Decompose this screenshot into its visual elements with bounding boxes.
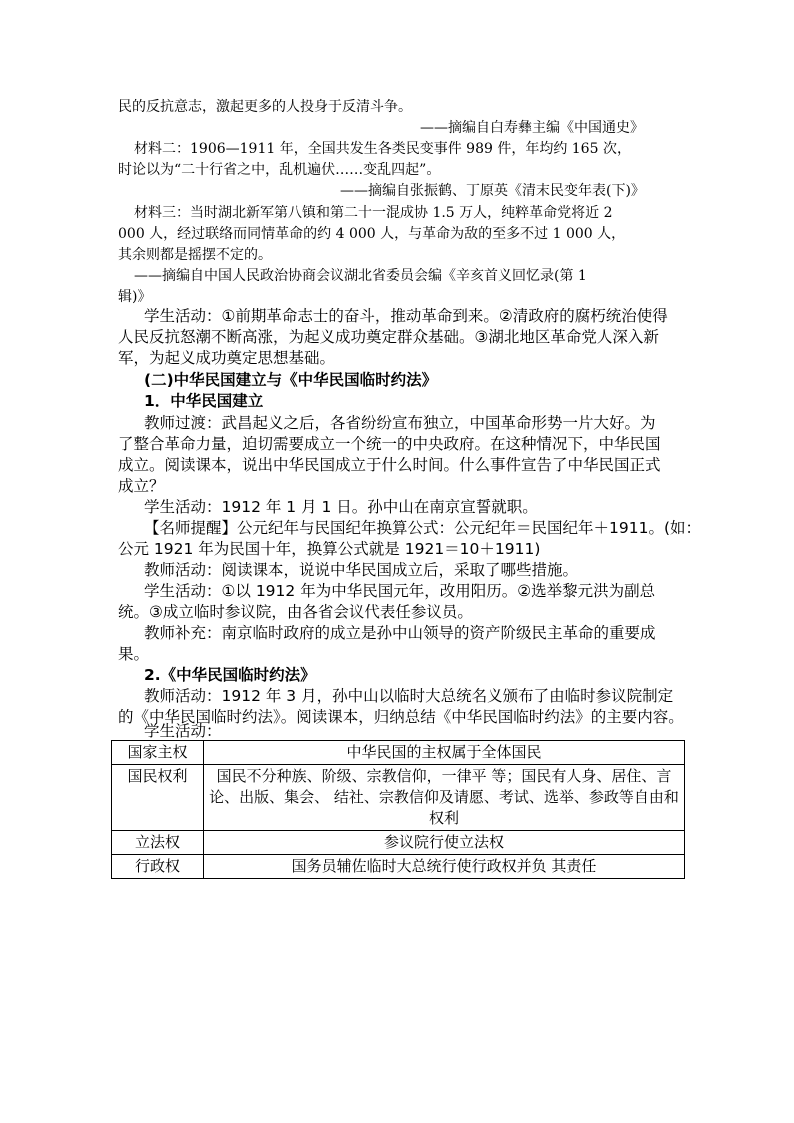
text-line: 的《中华民国临时约法》。阅读课本，归纳总结《中华民国临时约法》的主要内容。 bbox=[118, 708, 684, 726]
table-row bbox=[112, 741, 685, 765]
table-row-label: 立法权 bbox=[112, 831, 204, 855]
text-line: 学生活动：①前期革命志士的奋斗，推动革命到来。②清政府的腐朽统治使得 bbox=[144, 307, 668, 325]
citation-line: 辑)》 bbox=[118, 289, 152, 305]
text-line: 学生活动：1912 年 1 月 1 日。孙中山在南京宣誓就职。 bbox=[144, 498, 538, 516]
subsection-heading: 2.《中华民国临时约法》 bbox=[144, 666, 316, 684]
text-line: 果。 bbox=[118, 645, 150, 663]
text-line: 民的反抗意志，激起更多的人投身于反清斗争。 bbox=[118, 99, 412, 115]
text-line: 教师过渡：武昌起义之后，各省纷纷宣布独立，中国革命形势一片大好。为 bbox=[144, 414, 656, 432]
citation-line: ——摘编自中国人民政治协商会议湖北省委员会编《辛亥首义回忆录(第 1 bbox=[134, 268, 587, 284]
text-line: 人民反抗怒潮不断高涨，为起义成功奠定群众基础。③湖北地区革命党人深入新 bbox=[118, 328, 659, 346]
constitution-content-table bbox=[111, 740, 685, 879]
citation-line: ——摘编自张振鹤、丁原英《清末民变年表(下)》 bbox=[340, 183, 645, 199]
text-line: 成立。阅读课本，说出中华民国成立于什么时间。什么事件宣告了中华民国正式 bbox=[118, 456, 661, 474]
subsection-heading: 1．中华民国建立 bbox=[144, 392, 264, 410]
table-row-label: 国家主权 bbox=[112, 741, 204, 765]
text-line: 其余则都是摇摆不定的。 bbox=[118, 247, 272, 263]
table-row-content: 参议院行使立法权 bbox=[204, 831, 685, 855]
table-row-label: 国民权利 bbox=[112, 765, 204, 831]
text-line: 材料三：当时湖北新军第八镇和第二十一混成协 1.5 万人，纯粹革命党将近 2 bbox=[134, 205, 613, 221]
table-row-content: 国务员辅佐临时大总统行使行政权并负 其责任 bbox=[204, 855, 685, 879]
text-line: 学生活动： bbox=[144, 722, 222, 740]
text-line: 材料二：1906—1911 年，全国共发生各类民变事件 989 件，年均约 165 次， bbox=[134, 141, 631, 157]
text-line: 教师活动：阅读课本，说说中华民国成立后，采取了哪些措施。 bbox=[144, 561, 579, 579]
citation-line: ——摘编自白寿彝主编《中国通史》 bbox=[420, 120, 644, 136]
text-line: 了整合革命力量，迫切需要成立一个统一的中央政府。在这种情况下，中华民国 bbox=[118, 435, 661, 453]
text-line: 统。③成立临时参议院，由各省会议代表任参议员。 bbox=[118, 603, 473, 621]
text-line: 【名师提醒】公元纪年与民国纪年换算公式：公元纪年＝民国纪年＋1911。(如： bbox=[144, 519, 701, 537]
text-line: 000 人，经过联络而同情革命的约 4 000 人，与革命为敌的至多不过 1 000 人， bbox=[118, 226, 626, 242]
text-line: 学生活动：①以 1912 年为中华民国元年，改用阳历。②选举黎元洪为副总 bbox=[144, 582, 656, 600]
text-line: 军，为起义成功奠定思想基础。 bbox=[118, 349, 336, 367]
text-line: 公元 1921 年为民国十年，换算公式就是 1921＝10＋1911) bbox=[118, 540, 541, 558]
table-row-content: 国民不分种族、阶级、宗教信仰，一律平 等；国民有人身、居住、言论、出版、集会、 结社、宗教信仰及请愿、考试、选举、参政等自由和权利 bbox=[204, 765, 685, 831]
section-heading: (二)中华民国建立与《中华民国临时约法》 bbox=[144, 371, 438, 389]
text-line: 教师补充：南京临时政府的成立是孙中山领导的资产阶级民主革命的重要成 bbox=[144, 624, 656, 642]
table-row bbox=[112, 855, 685, 879]
text-line: 教师活动：1912 年 3 月，孙中山以临时大总统名义颁布了由临时参议院制定 bbox=[144, 687, 674, 705]
table-row-content: 中华民国的主权属于全体国民 bbox=[204, 741, 685, 765]
text-line: 成立？ bbox=[118, 477, 165, 495]
table-row-label: 行政权 bbox=[112, 855, 204, 879]
text-line: 时论以为“二十行省之中，乱机遍伏……变乱四起”。 bbox=[118, 162, 441, 178]
table-row bbox=[112, 765, 685, 831]
table-row bbox=[112, 831, 685, 855]
